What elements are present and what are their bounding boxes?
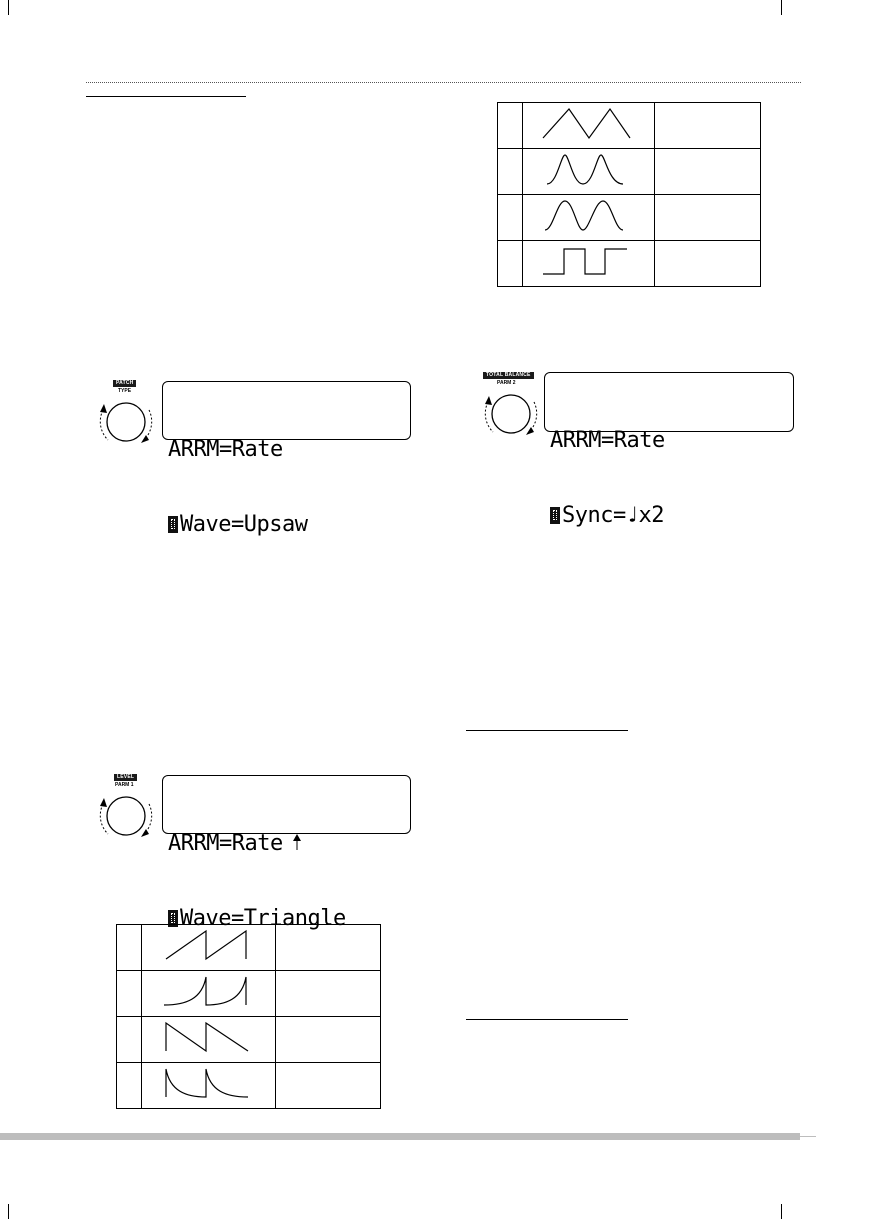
- table-cell-shape: [142, 925, 276, 971]
- knob-label: TYPE: [118, 388, 132, 394]
- section-heading-underline-right-2: [466, 1019, 628, 1020]
- knob-label: PARM 1: [115, 782, 134, 788]
- triangle-wave-icon: [523, 103, 654, 143]
- up-saw-wave-icon: [142, 925, 275, 965]
- lcd-line-2-prefix: Sync=: [562, 503, 626, 528]
- knob-tag: LEVEL: [114, 774, 137, 781]
- lcd-line-2-text: Wave=Upsaw: [180, 512, 308, 537]
- crop-mark-bottom-right: [781, 1204, 782, 1219]
- lcd-line-1: ARRM=Rate: [168, 437, 283, 462]
- parm2-knob[interactable]: [476, 372, 546, 442]
- knob-tag: TOTAL BALANCE: [483, 372, 534, 379]
- table-cell-name: [276, 971, 381, 1017]
- lcd-line-2-suffix: x2: [638, 503, 664, 528]
- footer-bar-tick: [800, 1136, 816, 1137]
- knob-label: PARM 2: [497, 380, 516, 386]
- lcd-display-wave-upsaw: [162, 381, 411, 537]
- table-cell-number: [117, 925, 142, 971]
- crop-mark-bottom-left: [8, 1204, 9, 1219]
- table-cell-number: [117, 1017, 142, 1063]
- table-cell-name: [276, 925, 381, 971]
- table-cell-name: [655, 149, 761, 195]
- peaked-sine-wave-icon: [523, 149, 654, 189]
- table-cell-shape: [523, 241, 655, 287]
- lcd-line-2-text: Wave=Triangle: [180, 906, 346, 931]
- rotary-knob-icon: [94, 392, 158, 450]
- sine-wave-icon: [523, 195, 654, 235]
- rotary-knob-icon: [479, 384, 543, 442]
- lcd-line-2: [550, 503, 793, 528]
- lcd-line-2: [168, 512, 410, 537]
- table-cell-number: [498, 241, 523, 287]
- square-wave-icon: [523, 241, 654, 281]
- table-cell-shape: [142, 1063, 276, 1109]
- lcd-line-1: ARRM=Rate: [168, 831, 283, 856]
- table-cell-number: [498, 195, 523, 241]
- table-cell-shape: [142, 1017, 276, 1063]
- section-heading-underline-left: [86, 96, 246, 97]
- table-cell-shape: [142, 971, 276, 1017]
- rotary-knob-icon: [94, 786, 158, 844]
- table-cell-shape: [523, 103, 655, 149]
- table-cell-name: [655, 241, 761, 287]
- table-cell-shape: [523, 149, 655, 195]
- table-cell-number: [117, 1063, 142, 1109]
- crop-mark-right: [781, 0, 782, 15]
- up-curve-wave-icon: [142, 971, 275, 1011]
- table-cell-name: [655, 195, 761, 241]
- table-cell-name: [655, 103, 761, 149]
- down-saw-wave-icon: [142, 1017, 275, 1057]
- waveform-table-bottom: [116, 924, 381, 1109]
- lcd-display-wave-triangle: [162, 775, 411, 931]
- down-curve-wave-icon: [142, 1063, 275, 1103]
- table-cell-number: [498, 103, 523, 149]
- knob-tag: PATCH: [113, 380, 136, 387]
- table-cell-name: [276, 1063, 381, 1109]
- table-cell-number: [117, 971, 142, 1017]
- header-dotted-rule: [86, 82, 801, 83]
- waveform-table-top: [497, 102, 761, 287]
- lcd-line-1: ARRM=Rate: [550, 428, 665, 453]
- display-segment-icon: [550, 507, 560, 524]
- display-segment-icon: [168, 516, 178, 533]
- parm1-knob[interactable]: [94, 774, 158, 844]
- quarter-note-icon: ♩: [625, 503, 639, 528]
- section-heading-underline-right-1: [466, 730, 628, 731]
- crop-mark-left: [8, 0, 9, 15]
- type-knob[interactable]: [94, 380, 158, 450]
- footer-bar: [0, 1133, 800, 1140]
- table-cell-number: [498, 149, 523, 195]
- lcd-display-sync: [544, 372, 794, 528]
- arrow-up-icon: [291, 834, 303, 850]
- table-cell-name: [276, 1017, 381, 1063]
- table-cell-shape: [523, 195, 655, 241]
